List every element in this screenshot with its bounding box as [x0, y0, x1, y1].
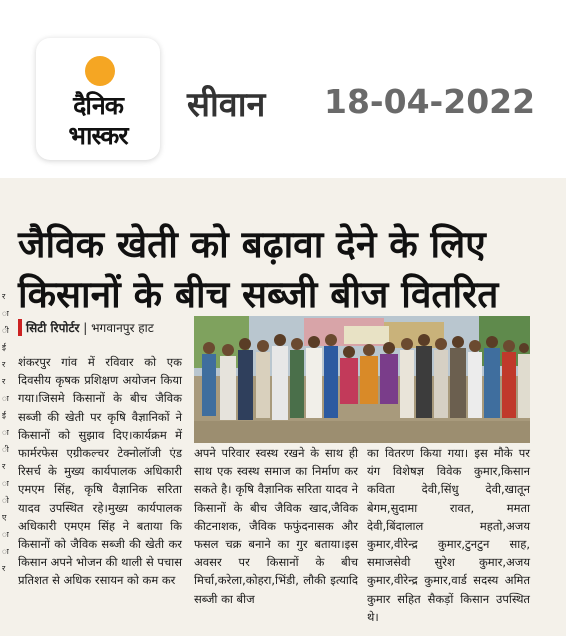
- article-headline: [18, 220, 558, 320]
- dainik-bhaskar-logo: [36, 38, 160, 160]
- farmers-group-photo: [194, 316, 530, 443]
- article-column-1: शंकरपुर गांव में रविवार को एक दिवसीय कृषक प्रशिक्षण अयोजन किया गया।जिसमे किसानों के बीच जैविक सब्जी की खेती पर कृषि वैज्ञानिकों ने किसानों को सुझाव दिए।कार्यक्रम में फार्मरफेस एग्रीकल्चर टेक्नोलॉजी एंड रिसर्च के मुख्य कार्यपालक अधिकारी एमएम सिंह, कृषि वैज्ञानिक सरिता यादव उपस्थित रहे।मुख्य कार्यपालक अधिकारी एमएम सिंह ने बताया कि किसानों को जैविक सब्जी की खेती कर किसान अपने भोजन की थाली से पचास प्रतिशत से अधिक रसायन को कम कर: [18, 355, 182, 588]
- city-label: सीवान: [187, 85, 266, 125]
- article-photo: [194, 316, 530, 443]
- byline-reporter: सिटी रिपोर्टर: [26, 321, 80, 335]
- article-column-2: अपने परिवार स्वस्थ रखने के साथ ही साथ एक स्वस्थ समाज का निर्माण कर सकते है। कृषि वैज्ञानिक सरिता यादव ने किसानों के बीच जैविक खाद,जैविक कीटनाशक, जैविक फफुंदनासक और फसल चक्र बनाने का गुर बताया।इस अवसर पर किसानों के बीच मिर्चा,करेला,कोहरा,भिंडी, लौकी इत्यादि सब्जी का बीज: [194, 446, 358, 606]
- sun-icon: [85, 56, 115, 86]
- app-header: [0, 0, 566, 170]
- article-column-3: का वितरण किया गया। इस मौके पर यंग विशेषज्ञ विवेक कुमार,किसान कविता देवी,सिंधु देवी,खातून बेगम,सुदामा रावत, ममता देवी,बिंदालाल महतो,अजय कुमार,वीरेन्द्र कुमार,टुनटुन साह, समाजसेवी सुरेश कुमार,अजय कुमार,वीरेन्द्र कुमार,वार्ड सदस्य अमित कुमार सहित सैकड़ों किसान उपस्थित थे।: [367, 446, 530, 624]
- logo-line1: दैनिक: [73, 91, 123, 120]
- edition-date: 18-04-2022: [324, 82, 536, 121]
- newspaper-clipping: [0, 178, 566, 636]
- byline-place: भगवानपुर हाट: [91, 321, 154, 335]
- logo-line2: भास्कर: [68, 121, 128, 150]
- byline: [18, 319, 186, 336]
- left-edge-cut-text: र ा ी ई र र ा ई ा ी र ा ो ए ा ा र: [2, 292, 9, 573]
- headline-line1: जैविक खेती को बढ़ावा देने के लिए: [18, 223, 486, 266]
- byline-separator: |: [79, 321, 92, 335]
- headline-line2: किसानों के बीच सब्जी बीज वितरित: [18, 273, 499, 316]
